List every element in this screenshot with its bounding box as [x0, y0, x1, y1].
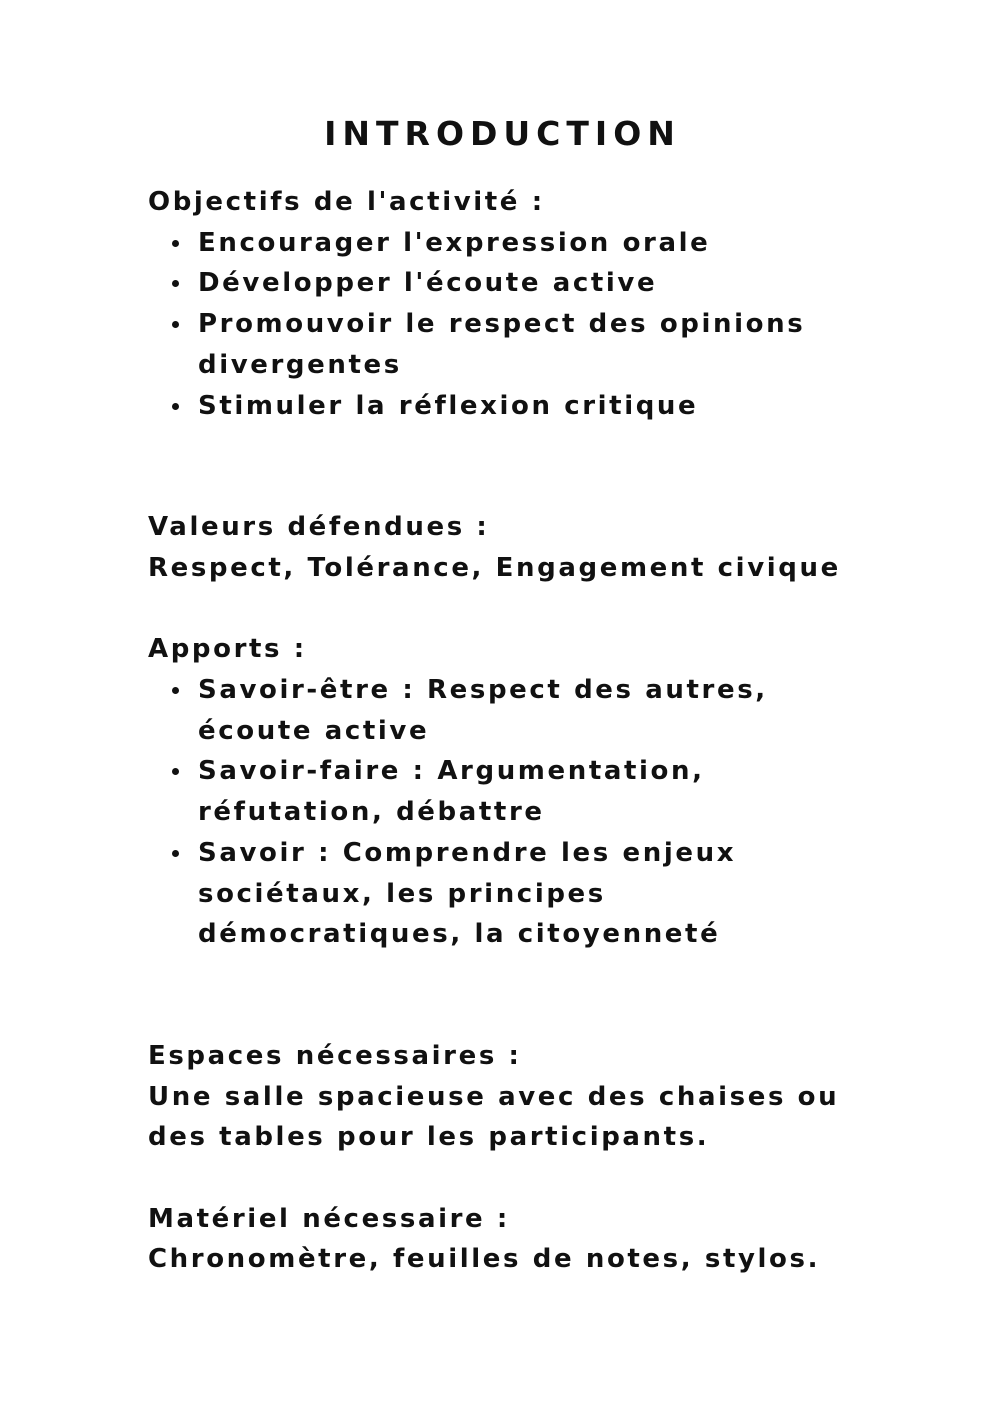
list-item-text: démocratiques, la citoyenneté [198, 919, 721, 950]
list-item [148, 833, 928, 955]
list-item-text: réfutation, débattre [198, 797, 545, 828]
materiel-text: Chronomètre, feuilles de notes, stylos. [148, 1244, 821, 1275]
section-spacer [148, 1158, 928, 1199]
objectifs-list [148, 223, 928, 427]
valeurs-heading: Valeurs défendues : [148, 512, 490, 543]
valeurs-text: Respect, Tolérance, Engagement civique [148, 552, 841, 583]
bullet-icon [172, 768, 179, 775]
list-item-text: Savoir : Comprendre les enjeux [198, 837, 737, 868]
list-item-text: Stimuler la réflexion critique [198, 390, 699, 421]
materiel-heading: Matériel nécessaire : [148, 1203, 510, 1234]
list-item [148, 751, 928, 832]
valeurs-section [148, 507, 928, 588]
list-item-text: Développer l'écoute active [198, 268, 658, 299]
section-spacer [148, 426, 928, 507]
apports-section [148, 629, 928, 955]
bullet-icon [172, 850, 179, 857]
bullet-icon [172, 403, 179, 410]
section-spacer [148, 589, 928, 630]
materiel-section [148, 1199, 928, 1280]
list-item-text: Savoir-être : Respect des autres, [198, 675, 768, 706]
espaces-text: Une salle spacieuse avec des chaises ou [148, 1081, 840, 1112]
list-item-text: divergentes [198, 349, 402, 380]
objectifs-section [148, 182, 928, 426]
document-body [148, 182, 928, 1280]
list-item-text: écoute active [198, 715, 430, 746]
bullet-icon [172, 280, 179, 287]
bullet-icon [172, 321, 179, 328]
list-item-text: Savoir-faire : Argumentation, [198, 756, 705, 787]
list-item-text: Promouvoir le respect des opinions [198, 309, 806, 340]
apports-list [148, 670, 928, 955]
list-item [148, 223, 928, 264]
objectifs-heading: Objectifs de l'activité : [148, 187, 545, 217]
espaces-heading: Espaces nécessaires : [148, 1040, 522, 1071]
section-spacer [148, 955, 928, 1036]
list-item-text: sociétaux, les principes [198, 878, 606, 909]
list-item [148, 670, 928, 751]
list-item [148, 263, 928, 304]
page-title: INTRODUCTION [324, 114, 681, 153]
list-item-text: Encourager l'expression orale [198, 227, 711, 258]
bullet-icon [172, 687, 179, 694]
apports-heading: Apports : [148, 634, 307, 665]
bullet-icon [172, 240, 179, 247]
list-item [148, 304, 928, 385]
espaces-section [148, 1036, 928, 1158]
espaces-text: des tables pour les participants. [148, 1122, 710, 1153]
list-item [148, 386, 928, 427]
